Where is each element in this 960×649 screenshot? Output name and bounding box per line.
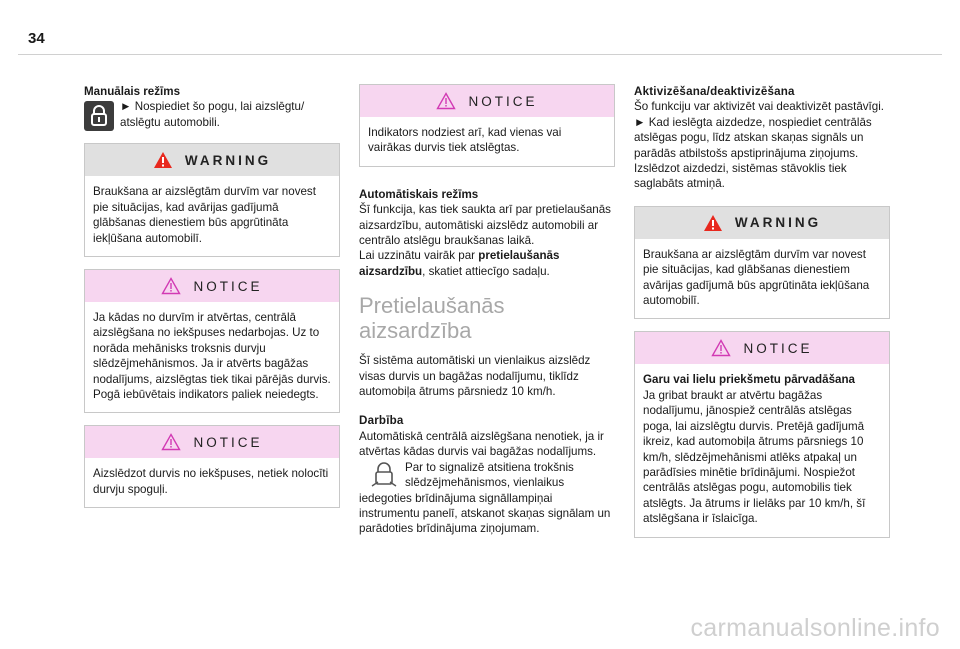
page-number: 34 xyxy=(28,30,45,47)
notice-triangle-icon xyxy=(161,433,181,451)
notice-title: NOTICE xyxy=(468,93,538,109)
notice-header xyxy=(635,332,889,364)
watermark: carmanualsonline.info xyxy=(690,614,940,642)
operation-text-1: Automātiskā centrālā aizslēgšana nenotiek, ja ir atvērtas kādas durvis vai bagāžas nodalījums. xyxy=(359,429,604,459)
operation-heading: Darbība xyxy=(359,414,404,428)
warning-header xyxy=(85,144,339,176)
column-2 xyxy=(359,84,615,537)
automatic-mode-more xyxy=(359,248,615,279)
warning-header xyxy=(635,207,889,239)
door-lock-warning-icon xyxy=(369,460,399,490)
warning-triangle-icon xyxy=(153,151,173,169)
notice-triangle-icon xyxy=(161,277,181,295)
operation-text-2: Par to signalizē atsitiena trokšnis slēdzējmehānismos, vienlaikus iedegoties brīdinājuma signāllampiņai instrumentu panelī, atskanot skaņas signālam un parādoties brīdinājuma ziņojumam. xyxy=(359,460,611,536)
operation-text-2-wrap xyxy=(359,460,615,537)
section-title-line2: aizsardzība xyxy=(359,318,472,344)
notice-box-1 xyxy=(84,269,340,413)
lock-instruction xyxy=(84,99,340,131)
section-title xyxy=(359,293,615,343)
notice-title: NOTICE xyxy=(743,340,813,356)
notice-header xyxy=(85,426,339,458)
warning-box-1 xyxy=(84,143,340,257)
more-link-term: pretielaušanās aizsardzību xyxy=(359,249,560,278)
notice-title: NOTICE xyxy=(193,278,263,294)
notice-header xyxy=(360,85,614,117)
warning-triangle-icon xyxy=(703,214,723,232)
notice-triangle-icon xyxy=(436,92,456,110)
notice-text: Ja kādas no durvīm ir atvērtas, centrālā aizslēgšana no iekšpuses nedarbojas. Uz to norāda mehānisks troksnis durvju slēdzējmehānismos. Ja ir atvērts bagāžas nodalījums, aizslēgtas tiek tikai pārējās durvis. Pogā iebūvētais indikators paliek neiedegts. xyxy=(93,311,331,402)
notice-bold-heading: Garu vai lielu priekšmetu pārvadāšana xyxy=(643,373,856,387)
column-1 xyxy=(84,84,340,520)
warning-text: Braukšana ar aizslēgtām durvīm var novest pie situācijas, kad avārijas gadījumā glābšanas dienestiem būs apgrūtināta iekļūšana automobilī. xyxy=(93,185,316,245)
notice-box-4 xyxy=(634,331,890,537)
column-3 xyxy=(634,84,890,550)
notice-header xyxy=(85,270,339,302)
more-suffix: , skatiet attiecīgo sadaļu. xyxy=(422,264,550,278)
warning-box-2 xyxy=(634,206,890,320)
section-text: Šī sistēma automātiski un vienlaikus aizslēdz visas durvis un bagāžas nodalījumu, tiklīdz automobiļa ātrums pārsniedz 10 km/h. xyxy=(359,354,591,399)
top-divider xyxy=(18,54,942,55)
lock-instruction-text: ► Nospiediet šo pogu, lai aizslēgtu/ atslēgtu automobili. xyxy=(120,100,305,129)
automatic-mode-text: Šī funkcija, kas tiek saukta arī par pretielaušanās aizsardzību, automātiski aizslēdz automobili ar centrālo atslēgu braukšanas laikā. xyxy=(359,203,611,248)
manual-mode-heading: Manuālais režīms xyxy=(84,85,181,98)
more-prefix: Lai uzzinātu vairāk par xyxy=(359,249,479,263)
notice-text: Aizslēdzot durvis no iekšpuses, netiek nolocīti durvju spoguļi. xyxy=(93,467,329,496)
activation-heading: Aktivizēšana/deaktivizēšana xyxy=(634,85,795,98)
central-lock-icon xyxy=(84,101,114,131)
notice-title: NOTICE xyxy=(193,434,263,450)
warning-title: WARNING xyxy=(734,215,822,231)
notice-box-3 xyxy=(359,84,615,167)
notice-box-2 xyxy=(84,425,340,508)
activation-text: Šo funkciju var aktivizēt vai deaktivizēt pastāvīgi. ► Kad ieslēgta aizdedze, nospiediet centrālās atslēgas pogu, līdz atskan skaņas signāls un parādās atbilstošs apstiprinājuma ziņojums. Izslēdzot aizdedzi, sistēmas stāvoklis tiek saglabāts atmiņā. xyxy=(634,100,885,191)
notice-triangle-icon xyxy=(711,339,731,357)
warning-text: Braukšana ar aizslēgtām durvīm var novest pie situācijas, kad glābšanas dienestiem avārijas gadījumā būs apgrūtināta iekļūšana automobilī. xyxy=(643,247,870,308)
notice-text: Ja gribat braukt ar atvērtu bagāžas nodalījumu, jānospiež centrālās atslēgas poga, lai aizslēgtu durvis. Pretējā gadījumā ikreiz, kad automobiļa ātrums pārsniegs 10 km/h, slēdzējmehānismi atlēks atpakaļ un parādīsies minētie brīdinājumi. Nospiežot centrālās atslēgas pogu, automobilis tiek atslēgts. Ja ātrums ir lielāks par 10 km/h, šī atslēgšana ir īslaicīga. xyxy=(643,388,866,526)
notice-text: Indikators nodziest arī, kad vienas vai vairākas durvis tiek atslēgtas. xyxy=(368,126,562,155)
automatic-mode-heading: Automātiskais režīms xyxy=(359,187,479,201)
section-title-line1: Pretielaušanās xyxy=(359,293,505,319)
warning-title: WARNING xyxy=(184,152,272,168)
